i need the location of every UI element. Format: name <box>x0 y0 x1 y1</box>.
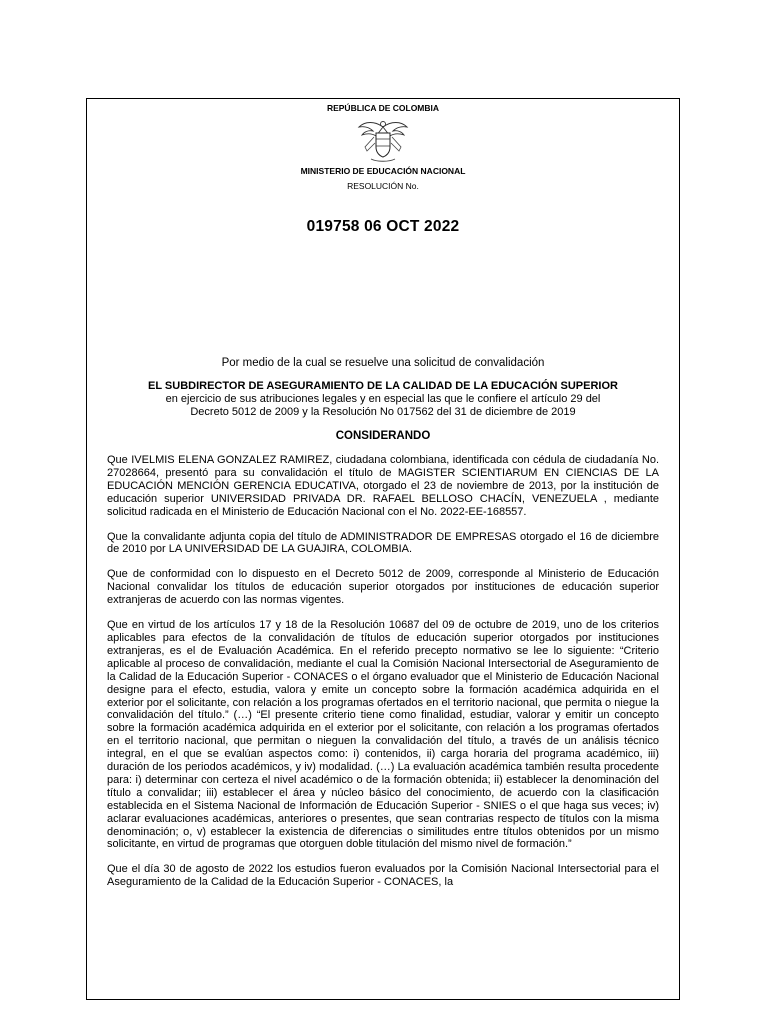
country-header: REPÚBLICA DE COLOMBIA <box>326 103 440 113</box>
authority-line-1: en ejercicio de sus atribuciones legales y en especial las que le confiere el artículo 29 del <box>165 393 601 405</box>
resolution-label: RESOLUCIÓN No. <box>347 181 419 191</box>
paragraph: Que en virtud de los artículos 17 y 18 de la Resolución 10687 del 09 de octubre de 2019, uno de los criterios aplicables para efectos de la convalidación de títulos de educación superior otorgados por instituciones extranjeras, es el de Evaluación Académica. En el referido precepto normativo se lee lo siguiente: “Criterio aplicable al proceso de convalidación, mediante el cual la Comisión Nacional Intersectorial de Aseguramiento de la Calidad de la Educación Superior - CONACES o el órgano evaluador que el Ministerio de Educación Nacional designe para el efecto, estudia, valora y emite un concepto sobre la formación académica adquirida en el exterior por el solicitante, con relación a los programas ofertados en el territorio nacional, que permita o niegue la convalidación del título.” (…) “El presente criterio tiene como finalidad, estudiar, valorar y emitir un concepto sobre la formación académica adquirida en el exterior por el solicitante, con relación a los programas ofertados en el territorio nacional, que permitan o nieguen la convalidación del título, a través de un análisis técnico integral, en el que se evalúan aspectos como: i) contenidos, ii) carga horaria del programa académico, iii) duración de los periodos académicos, y iv) modalidad. (…) La evaluación académica también resulta procedente para: i) determinar con certeza el nivel académico o de la formación obtenida; ii) establecer la denominación del título a convalidar; iii) establecer el área y núcleo básico del conocimiento, de acuerdo con la clasificación establecida en el Sistema Nacional de Información de Educación Superior - SNIES o el que haga sus veces; iv) aclarar evaluaciones académicas, anteriores o presentes, que sean contrarias respecto de títulos con la misma denominación; o, v) establecer la existencia de diferencias o similitudes entre títulos obtenidos por un mismo solicitante, en virtud de programas que otorguen doble titulación del mismo nivel de formación.” <box>107 619 659 851</box>
resolution-number: 019758 06 OCT 2022 <box>306 218 460 235</box>
paragraph: Que la convalidante adjunta copia del título de ADMINISTRADOR DE EMPRESAS otorgado el 16 de diciembre de 2010 por LA UNIVERSIDAD DE LA GUAJIRA, COLOMBIA. <box>107 530 659 556</box>
paragraph: Que el día 30 de agosto de 2022 los estudios fueron evaluados por la Comisión Nacional Intersectorial para el Aseguramiento de la Calidad de la Educación Superior - CONACES, la <box>107 863 659 889</box>
resolution-purpose: Por medio de la cual se resuelve una solicitud de convalidación <box>221 357 545 369</box>
considerando-heading: CONSIDERANDO <box>335 430 431 442</box>
paragraph: Que de conformidad con lo dispuesto en el Decreto 5012 de 2009, corresponde al Ministerio de Educación Nacional convalidar los títulos de educación superior otorgados por instituciones de educación superior extranjeras de acuerdo con las normas vigentes. <box>107 568 659 607</box>
authority-block <box>107 380 659 419</box>
considerations-body <box>107 454 659 901</box>
document-page <box>86 98 680 1000</box>
authority-title: EL SUBDIRECTOR DE ASEGURAMIENTO DE LA CALIDAD DE LA EDUCACIÓN SUPERIOR <box>148 380 618 392</box>
paragraph: Que IVELMIS ELENA GONZALEZ RAMIREZ, ciudadana colombiana, identificada con cédula de ciudadanía No. 27028664, presentó para su convalidación el título de MAGISTER SCIENTIARUM EN CIENCIAS DE LA EDUCACIÓN MENCIÓN GERENCIA EDUCATIVA, otorgado el 23 de noviembre de 2013, por la institución de educación superior UNIVERSIDAD PRIVADA DR. RAFAEL BELLOSO CHACÍN, VENEZUELA , mediante solicitud radicada en el Ministerio de Educación Nacional con el No. 2022-EE-168557. <box>107 454 659 518</box>
colombia-coat-of-arms-icon <box>357 117 409 165</box>
authority-line-2: Decreto 5012 de 2009 y la Resolución No 017562 del 31 de diciembre de 2019 <box>190 406 576 418</box>
ministry-name: MINISTERIO DE EDUCACIÓN NACIONAL <box>300 166 466 176</box>
